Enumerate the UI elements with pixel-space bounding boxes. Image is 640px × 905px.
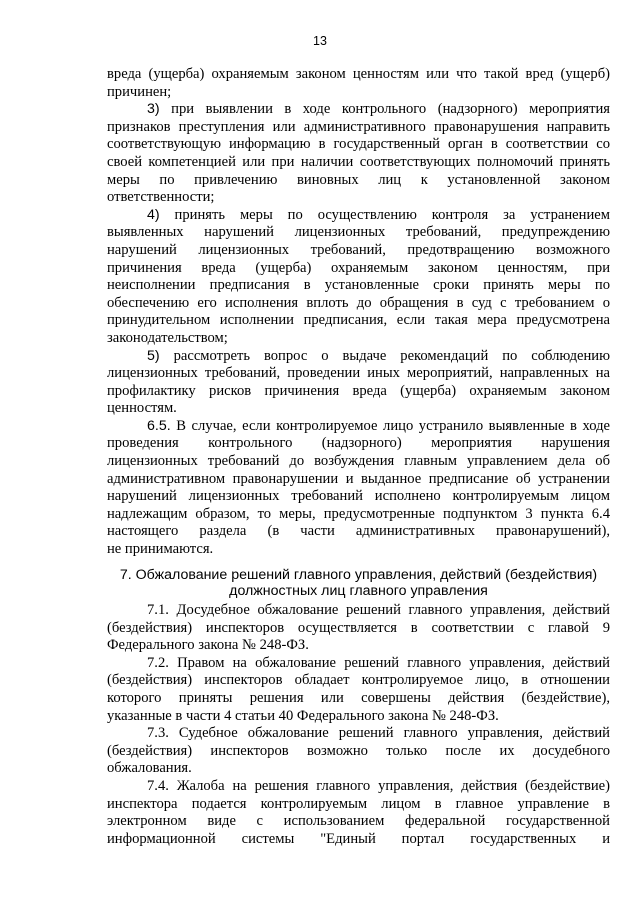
list-marker: 5)	[147, 347, 160, 364]
text-line: (бездействия) инспекторов обладает контролируемое лицо, в отношении	[107, 672, 610, 689]
text-line: (бездействия) инспекторов возможно только после их досудебного	[107, 742, 610, 759]
text-line: нарушений лицензионных требований исполнено контролируемым лицом	[107, 488, 610, 505]
text-line: обеспечению его исполнения вплоть до обращения в суд с требованием о	[107, 294, 610, 311]
text-line: ответственности;	[107, 189, 215, 206]
text-line: принять меры по осуществлению контроля за устранением	[174, 206, 610, 223]
paragraph-7-4: 7.4. Жалоба на решения главного управления, действия (бездействие)	[147, 777, 610, 794]
text-line: лицензионных требований, проведении иных мероприятий, направленных на	[107, 365, 610, 382]
list-item-4	[107, 207, 610, 225]
section-heading-line: 7. Обжалование решений главного управления, действий (бездействия)	[119, 567, 598, 583]
text-line: рассмотреть вопрос о выдаче рекомендаций по соблюдению	[173, 347, 610, 364]
paragraph-marker: 6.5.	[147, 417, 171, 434]
text-line: профилактику рисков причинения вреда (ущерба) охраняемым законом	[107, 382, 610, 399]
text-line: проведения контрольного (надзорного) мероприятия нарушения	[107, 435, 610, 452]
text-line: выявленных нарушений лицензионных требований, предупреждению	[107, 224, 610, 241]
text-line: причинен;	[107, 83, 172, 100]
text-line: причинения вреда (ущерба) охраняемым законом ценностям, при	[107, 259, 610, 276]
text-line: надлежащим образом, то меры, предусмотренные подпунктом 3 пункта 6.4	[107, 505, 610, 522]
text-line: обжалования.	[107, 760, 192, 777]
paragraph-7-3: 7.3. Судебное обжалование решений главного управления, действий	[147, 725, 610, 742]
text-line: информационной системы "Единый портал государственных и	[107, 830, 610, 847]
body-text-block-2	[107, 602, 610, 848]
text-line: электронном виде с использованием федеральной государственной	[107, 813, 610, 830]
text-line: не принимаются.	[107, 541, 214, 558]
paragraph-7-2: 7.2. Правом на обжалование решений главного управления, действий	[147, 654, 610, 671]
list-item-5	[107, 348, 610, 366]
list-item-3	[107, 101, 610, 119]
text-line: неисполнении предписания в установленные сроки принять меры по	[107, 277, 610, 294]
text-line: В случае, если контролируемое лицо устранило выявленные в ходе	[176, 417, 610, 434]
text-line: при выявлении в ходе контрольного (надзорного) мероприятия	[171, 101, 610, 118]
list-marker: 4)	[147, 206, 160, 223]
paragraph-6-5	[107, 418, 610, 436]
section-heading-line: должностных лиц главного управления	[229, 584, 488, 599]
text-line: которого приняты решения или совершены действия (бездействие),	[107, 689, 610, 706]
page-number: 13	[313, 34, 327, 48]
text-line: административном правонарушении и выданное предписание об устранении	[107, 470, 610, 487]
text-line: настоящего раздела (в части административных правонарушений),	[107, 523, 610, 540]
text-line: законодательством;	[107, 329, 228, 346]
text-line: (бездействия) инспекторов осуществляется в соответствии с главой 9	[107, 619, 610, 636]
text-line: принудительном исполнении предписания, если такая мера предусмотрена	[107, 312, 610, 329]
text-line: меры по привлечению виновных лиц к установленной законом	[107, 171, 610, 188]
text-line: лицензионных требований до возбуждения главным управлением дела об	[107, 453, 610, 470]
text-line: вреда (ущерба) охраняемым законом ценностям или что такой вред (ущерб)	[107, 66, 610, 82]
paragraph-7-1: 7.1. Досудебное обжалование решений главного управления, действий	[147, 602, 610, 618]
text-line: Федерального закона № 248-ФЗ.	[107, 637, 309, 654]
body-text-block-1	[107, 66, 610, 559]
list-marker: 3)	[147, 101, 160, 118]
text-line: инспектора подается контролируемым лицом в главное управление в	[107, 795, 610, 812]
text-line: указанные в части 4 статьи 40 Федерального закона № 248-ФЗ.	[107, 707, 499, 724]
text-line: своей компетенцией или при наличии соответствующих полномочий принять	[107, 153, 610, 170]
section-7-heading	[107, 567, 610, 599]
text-line: соответствующую информацию в государственный орган в соответствии со	[107, 136, 610, 153]
text-line: ценностям.	[107, 400, 177, 417]
text-line: признаков преступления или административного правонарушения направить	[107, 118, 610, 135]
text-line: нарушений лицензионных требований, предотвращению возможного	[107, 241, 610, 258]
